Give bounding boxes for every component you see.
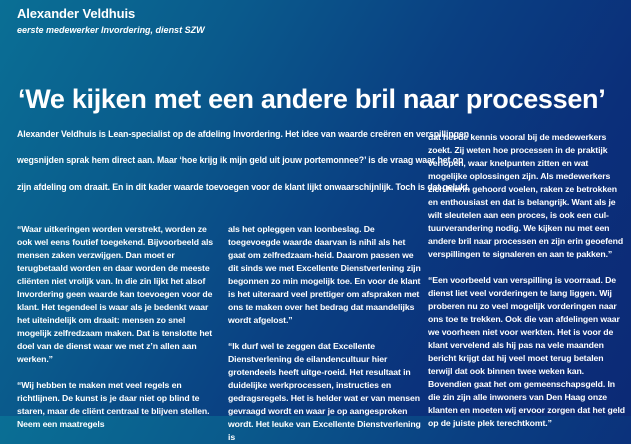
column-right-paragraph-1: dat het de kennis vooral bij de medewerkers zoekt. Zij weten hoe processen in de praktijk verlopen, waar knelpunten zitten en wat mogelijke oplossingen zijn. Als medewerkers zich hierin gehoord voelen, raken ze betrokken en enthousiast en dat is belangrijk. Want als je wilt sleutelen aan een proces, is ook een cul-tuurverandering nodig. We kijken nu met een andere bril naar processen en zijn erin geoefend verspillingen te signaleren en aan te pakken.”: [428, 132, 624, 259]
author-role: eerste medewerker Invordering, dienst SZW: [17, 25, 205, 35]
column-left-paragraph-1: “Waar uitkeringen worden verstrekt, worden ze ook wel eens foutief toegekend. Bijvoorbeeld als mensen zaken verzwijgen. Dan moet er terugbetaald worden en daar worden de meeste cliënten niet vrolijk van. In die zin lijkt het alsof Invordering geen waarde kan toevoegen voor de klant. Het tegendeel is waar als je bedenkt waar het uiteindelijk om draait: mensen zo snel mogelijk zelfredzaam maken. Dat is tenslotte het doel van de dienst waar we met z’n allen aan werken.”: [17, 224, 214, 364]
article-headline: ‘We kijken met een andere bril naar processen’: [18, 84, 606, 114]
intro-line-3: zijn afdeling om draait. En in dit kader waarde toevoegen voor de klant lijkt onwaarschijnlijk. Toch is dat gelukt.: [17, 182, 471, 192]
column-left: [17, 223, 217, 431]
column-left-paragraph-2: “Wij hebben te maken met veel regels en richtlijnen. De kunst is je daar niet op blind te staren, maar de cliënt centraal te blijven stellen. Neem een maatregels: [17, 380, 210, 429]
column-middle-paragraph-2: “Ik durf wel te zeggen dat Excellente Dienstverlening de eilandencultuur hier grotendeels heeft uitge-roeid. Het resultaat in duidelijke werkprocessen, instructies en gedragsregels. Het is helder wat er van mensen gevraagd wordt en waar je op aangesproken wordt. Het leuke van Excellente Dienstverlening is: [228, 341, 421, 442]
intro-line-2: wegsnijden sprak hem direct aan. Maar ‘hoe krijg ik mijn geld uit jouw portemonnee?’ is de vraag waar het op: [17, 155, 464, 165]
author-name: Alexander Veldhuis: [17, 6, 136, 21]
column-right: [428, 131, 628, 430]
column-right-paragraph-2: “Een voorbeeld van verspilling is voorraad. De dienst liet veel vorderingen te lang liggen. Wij proberen nu zo veel mogelijk vorderingen naar ons toe te trekken. Ook die van afdelingen waar we voorheen niet voor werkten. Het is voor de klant vervelend als hij pas na vele maanden bericht krijgt dat hij veel moet terug betalen terwijl dat ook binnen twee weken kan. Bovendien gaat het om gemeenschapsgeld. In die zin zijn alle inwoners van Den Haag onze klanten en moeten wij ervoor zorgen dat het geld op de juiste plek terechtkomt.”: [428, 275, 625, 428]
column-middle-paragraph-1: als het opleggen van loonbeslag. De toegevoegde waarde daarvan is nihil als het gaat om zelfredzaam-heid. Daarom passen we dit sinds we met Excellente Dienstverlening zijn begonnen zo min mogelijk toe. En voor de klant is het uiteraard veel prettiger om afspraken met ons te maken over het bedrag dat maandelijks wordt afgelost.”: [228, 224, 421, 325]
intro-line-1: Alexander Veldhuis is Lean-specialist op de afdeling Invordering. Het idee van waarde creëren en verspillingen: [17, 129, 469, 139]
column-middle: [228, 223, 424, 444]
